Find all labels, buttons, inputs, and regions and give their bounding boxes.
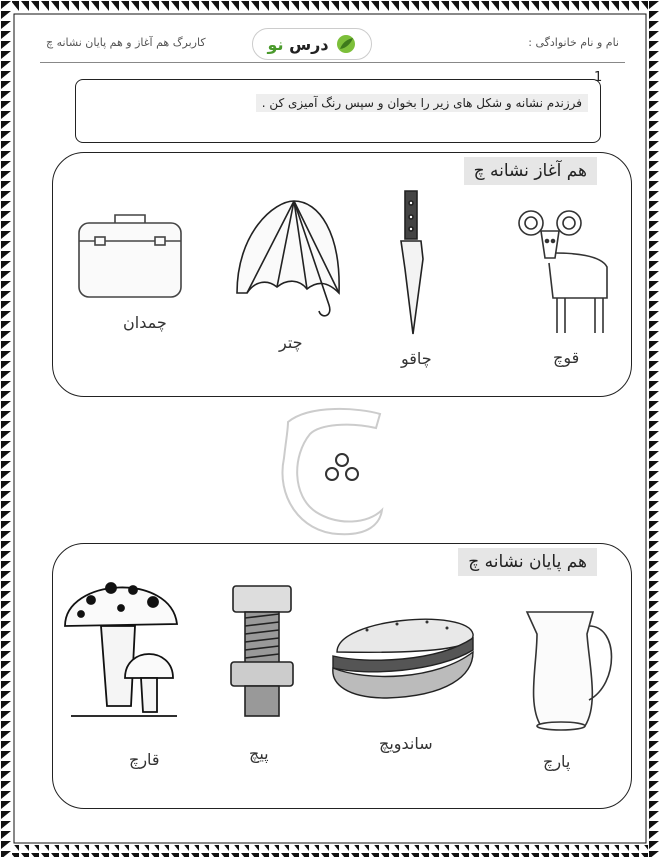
- mushroom-icon: [61, 566, 183, 726]
- knife-icon: [393, 189, 429, 337]
- item-label-bolt: پیچ: [249, 744, 269, 763]
- logo-text-green: نو: [267, 34, 284, 54]
- start-letter-section: [52, 152, 632, 397]
- end-section-title: هم پایان نشانه چ: [458, 548, 597, 576]
- start-section-title: هم آغاز نشانه چ: [464, 157, 597, 185]
- pitcher-icon: [519, 604, 629, 734]
- umbrella-icon: [229, 193, 349, 323]
- item-label-sandwich: ساندویچ: [379, 734, 433, 753]
- item-label-umbrella: چتر: [279, 333, 303, 352]
- item-label-knife: چاقو: [401, 349, 432, 368]
- question-number: 1: [594, 70, 603, 85]
- center-letter-text: چ: [280, 400, 281, 401]
- bolt-icon: [229, 584, 295, 720]
- worksheet-title: کاربرگ هم آغاز و هم پایان نشانه چ: [46, 36, 206, 49]
- center-letter-graphic: [280, 400, 390, 540]
- logo-text: [267, 35, 328, 54]
- site-logo: [252, 28, 372, 60]
- ram-icon: [513, 203, 613, 343]
- worksheet-header: [40, 26, 625, 63]
- instruction-text: فرزندم نشانه و شکل های زیر را بخوان و سپس رنگ آمیزی کن .: [256, 94, 588, 112]
- student-name-label: نام و نام خانوادگی :: [528, 36, 619, 49]
- item-label-ram: قوچ: [553, 348, 580, 367]
- leaf-logo-icon: [335, 33, 357, 55]
- item-label-mushroom: قارچ: [129, 750, 160, 769]
- instruction-box: [75, 79, 601, 143]
- item-label-suitcase: چمدان: [123, 313, 167, 332]
- item-label-pitcher: پارچ: [543, 752, 571, 771]
- end-letter-section: [52, 543, 632, 809]
- logo-text-dark: درس: [289, 34, 329, 54]
- sandwich-icon: [327, 606, 477, 706]
- suitcase-icon: [75, 211, 185, 301]
